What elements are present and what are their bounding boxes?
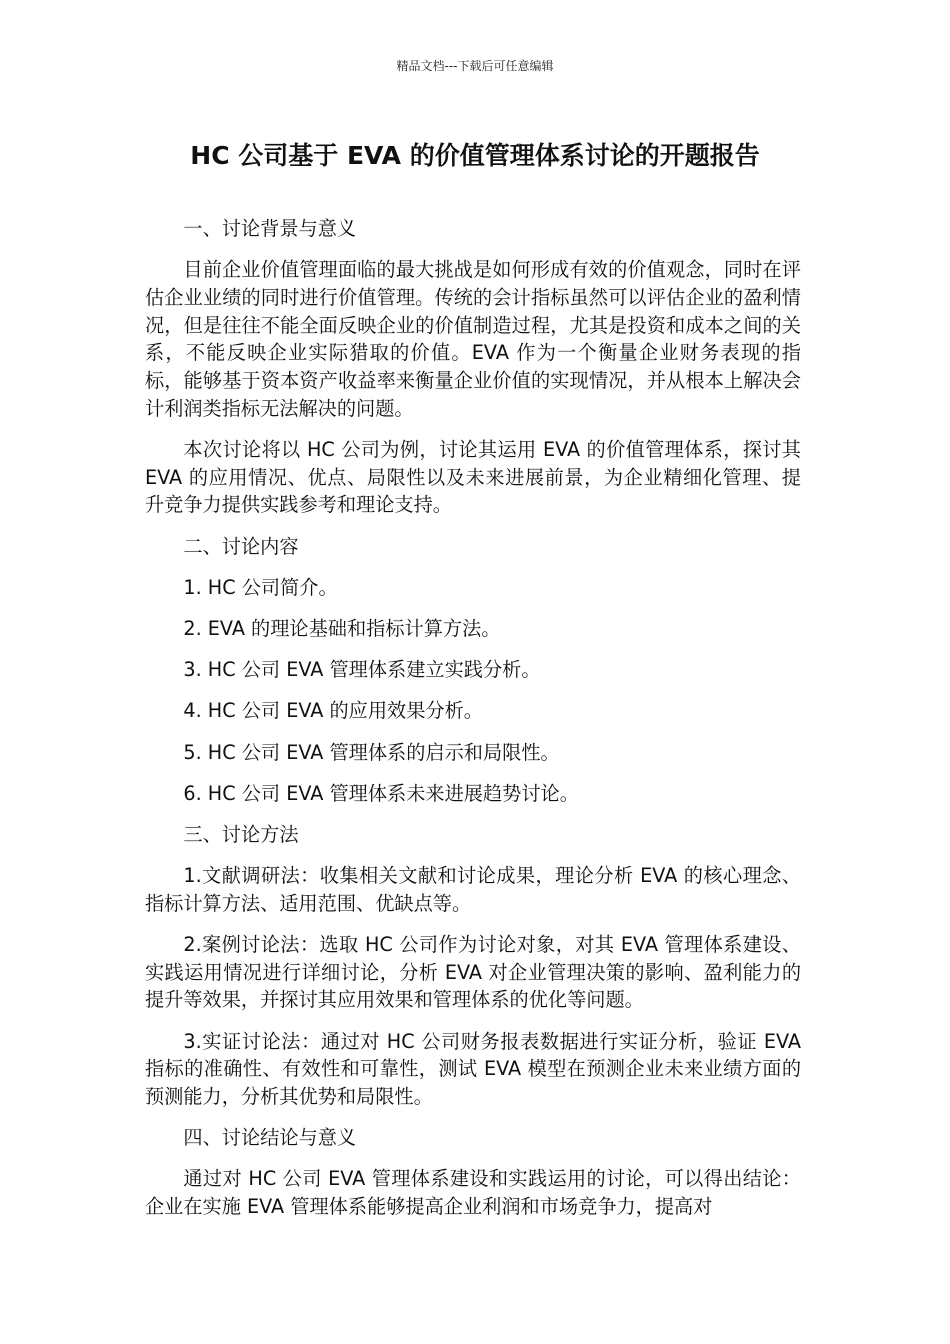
methods-paragraph: 3.实证讨论法：通过对 HC 公司财务报表数据进行实证分析，验证 EVA 指标的准确性、有效性和可靠性，测试 EVA 模型在预测企业未来业绩方面的预测能力，分析其优势和局限性。	[145, 1029, 801, 1109]
content-list-item: 5. HC 公司 EVA 管理体系的启示和局限性。	[183, 740, 560, 764]
conclusion-paragraph: 通过对 HC 公司 EVA 管理体系建设和实践运用的讨论，可以得出结论：企业在实施 EVA 管理体系能够提高企业利润和市场竞争力，提高对	[145, 1167, 801, 1219]
document-title: HC 公司基于 EVA 的价值管理体系讨论的开题报告	[190, 141, 760, 170]
content-list-item: 4. HC 公司 EVA 的应用效果分析。	[183, 699, 483, 723]
header-note: 精品文档---下载后可任意编辑	[396, 59, 554, 73]
section-heading-background: 一、讨论背景与意义	[183, 217, 357, 240]
background-paragraph: 本次讨论将以 HC 公司为例，讨论其运用 EVA 的价值管理体系，探讨其 EVA 的应用情况、优点、局限性以及未来进展前景，为企业精细化管理、提升竞争力提供实践参考和理论支持。	[145, 437, 801, 517]
content-list-item: 1. HC 公司简介。	[183, 575, 338, 599]
section-heading-methods: 三、讨论方法	[183, 822, 299, 846]
content-list-item: 3. HC 公司 EVA 管理体系建立实践分析。	[183, 658, 541, 682]
background-paragraph: 目前企业价值管理面临的最大挑战是如何形成有效的价值观念，同时在评估企业业绩的同时进行价值管理。传统的会计指标虽然可以评估企业的盈利情况，但是往往不能全面反映企业的价值制造过程，尤其是投资和成本之间的关系，不能反映企业实际猎取的价值。EVA 作为一个衡量企业财务表现的指标，能够基于资本资产收益率来衡量企业价值的实现情况，并从根本上解决会计利润类指标无法解决的问题。	[145, 258, 801, 420]
content-list-item: 2. EVA 的理论基础和指标计算方法。	[183, 616, 501, 640]
section-heading-conclusion: 四、讨论结论与意义	[183, 1126, 357, 1150]
methods-paragraph: 1.文献调研法：收集相关文献和讨论成果，理论分析 EVA 的核心理念、指标计算方法、适用范围、优缺点等。	[145, 864, 801, 915]
methods-paragraph: 2.案例讨论法：选取 HC 公司作为讨论对象，对其 EVA 管理体系建设、实践运用情况进行详细讨论，分析 EVA 对企业管理决策的影响、盈利能力的提升等效果，并探讨其应用效果和管理体系的优化等问题。	[145, 933, 801, 1012]
section-heading-content: 二、讨论内容	[183, 534, 299, 558]
document-body	[145, 215, 801, 1234]
content-list-item: 6. HC 公司 EVA 管理体系未来进展趋势讨论。	[183, 781, 579, 805]
